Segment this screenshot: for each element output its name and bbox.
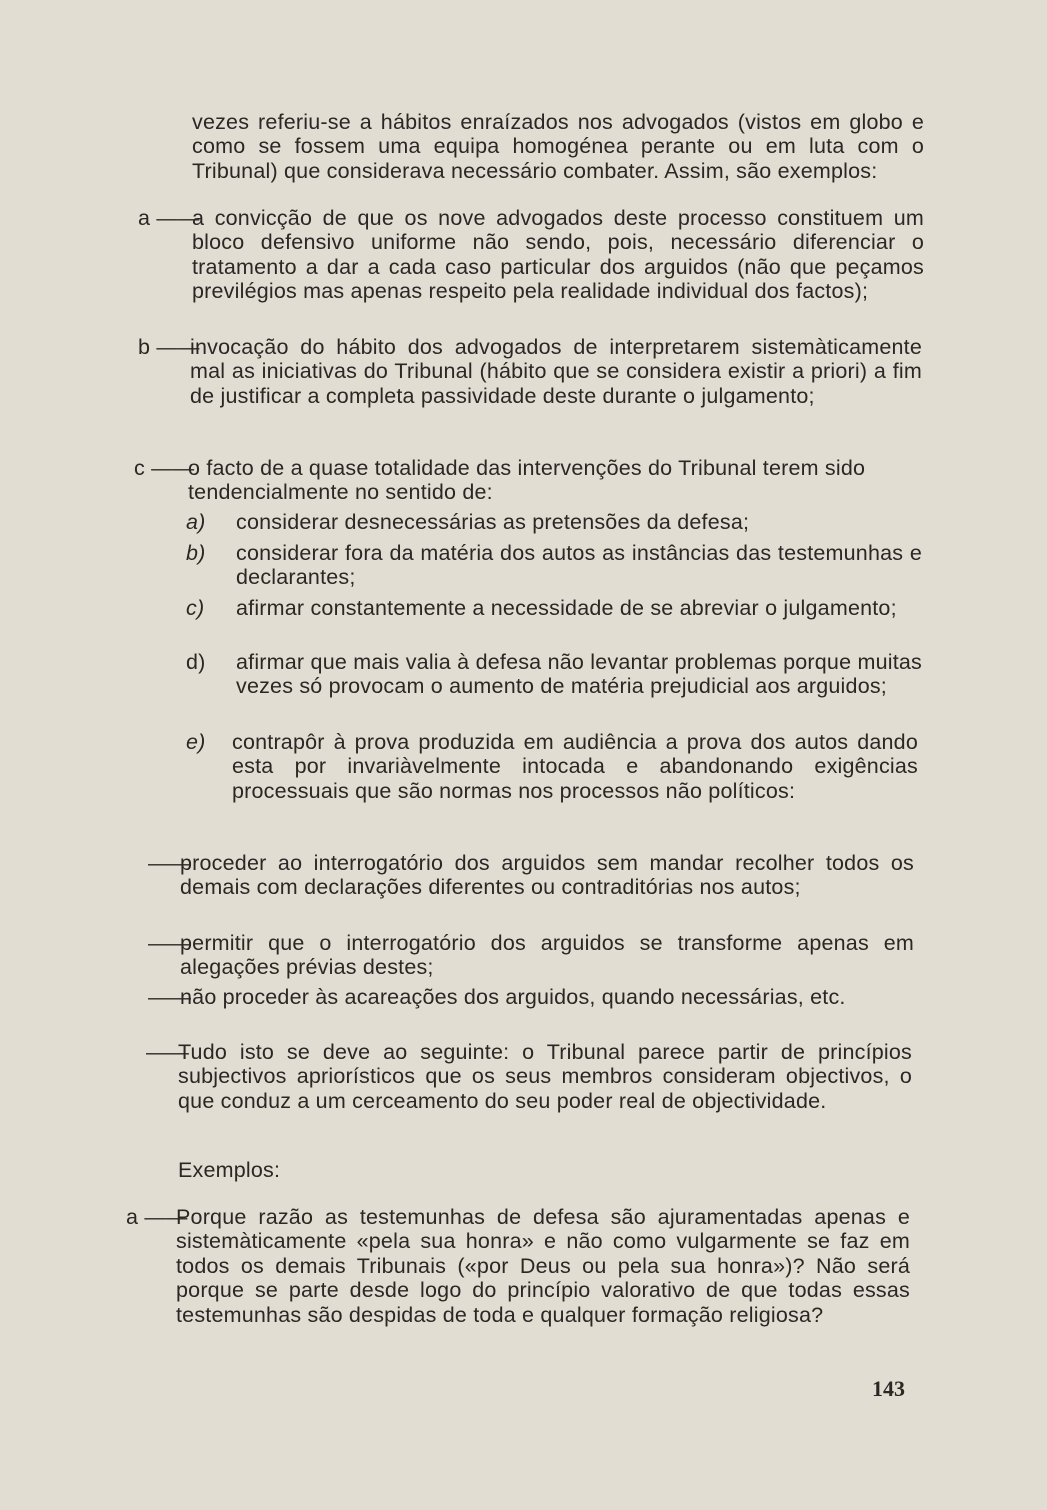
item-c-text: o facto de a quase totalidade das intervenções do Tribunal terem sido tendencialmente no sentido de: <box>188 456 866 505</box>
dash-marker-2: —— <box>148 931 191 955</box>
intro-paragraph: vezes referiu-se a hábitos enraízados nos advogados (vistos em globo e como se fossem uma equipa homogénea perante ou em luta com o Tribunal) que considerava necessário combater. Assim, são exemplos: <box>192 110 924 183</box>
dash-item-3: não proceder às acareações dos arguidos, quando necessárias, etc. <box>180 985 846 1009</box>
dash-item-2: permitir que o interrogatório dos arguidos se transforme apenas em alegações prévias destes; <box>180 931 914 980</box>
subitem-a-text: considerar desnecessárias as pretensões da defesa; <box>236 510 750 534</box>
subitem-b-marker: b) <box>186 541 206 565</box>
subitem-a-marker: a) <box>186 510 206 534</box>
dash-marker-3: —— <box>148 985 191 1009</box>
item-b-text: invocação do hábito dos advogados de interpretarem sistemàticamente mal as iniciativas do Tribunal (hábito que se considera existir a priori) a fim de justificar a completa passividade deste durante o julgamento; <box>190 335 922 408</box>
item-b-marker: b —— <box>138 335 200 359</box>
dash-item-1: proceder ao interrogatório dos arguidos sem mandar recolher todos os demais com declarações diferentes ou contraditórias nos autos; <box>180 851 914 900</box>
dash-marker-4: —— <box>146 1040 189 1064</box>
item-a-marker: a —— <box>138 206 200 230</box>
subitem-e-marker: e) <box>186 730 206 754</box>
subitem-c-text: afirmar constantemente a necessidade de se abreviar o julgamento; <box>236 596 897 620</box>
example-a-text: Porque razão as testemunhas de defesa são ajuramentadas apenas e sistemàticamente «pela sua honra» e não como vulgarmente se faz em todos os demais Tribunais («por Deus ou pela sua honra»)? Não será porque se parte desde logo do princípio valorativo de que todas essas testemunhas são despidas de toda e qualquer formação religiosa? <box>176 1205 910 1327</box>
item-a-text: a convicção de que os nove advogados deste processo constituem um bloco defensivo uniforme não sendo, pois, necessário diferenciar o tratamento a dar a cada caso particular dos arguidos (não que peçamos previlégios mas apenas respeito pela realidade individual dos factos); <box>192 206 924 304</box>
dash-item-4: Tudo isto se deve ao seguinte: o Tribunal parece partir de princípios subjectivos apriorísticos que os seus membros consideram objectivos, o que conduz a um cerceamento do seu poder real de objectividade. <box>178 1040 912 1113</box>
subitem-b-text: considerar fora da matéria dos autos as instâncias das testemunhas e declarantes; <box>236 541 922 590</box>
subitem-c-marker: c) <box>186 596 205 620</box>
subitem-e-text: contrapôr à prova produzida em audiência a prova dos autos dando esta por invariàvelmente intocada e abandonando exigências processuais que são normas nos processos não políticos: <box>232 730 918 803</box>
examples-heading: Exemplos: <box>178 1158 281 1182</box>
page-number: 143 <box>872 1376 905 1401</box>
example-a-marker: a —— <box>126 1205 188 1229</box>
dash-marker-1: —— <box>148 851 191 875</box>
subitem-d-marker: d) <box>186 650 206 674</box>
subitem-d-text: afirmar que mais valia à defesa não levantar problemas porque muitas vezes só provocam o aumento de matéria prejudicial aos arguidos; <box>236 650 922 699</box>
item-c-marker: c —— <box>134 456 195 480</box>
